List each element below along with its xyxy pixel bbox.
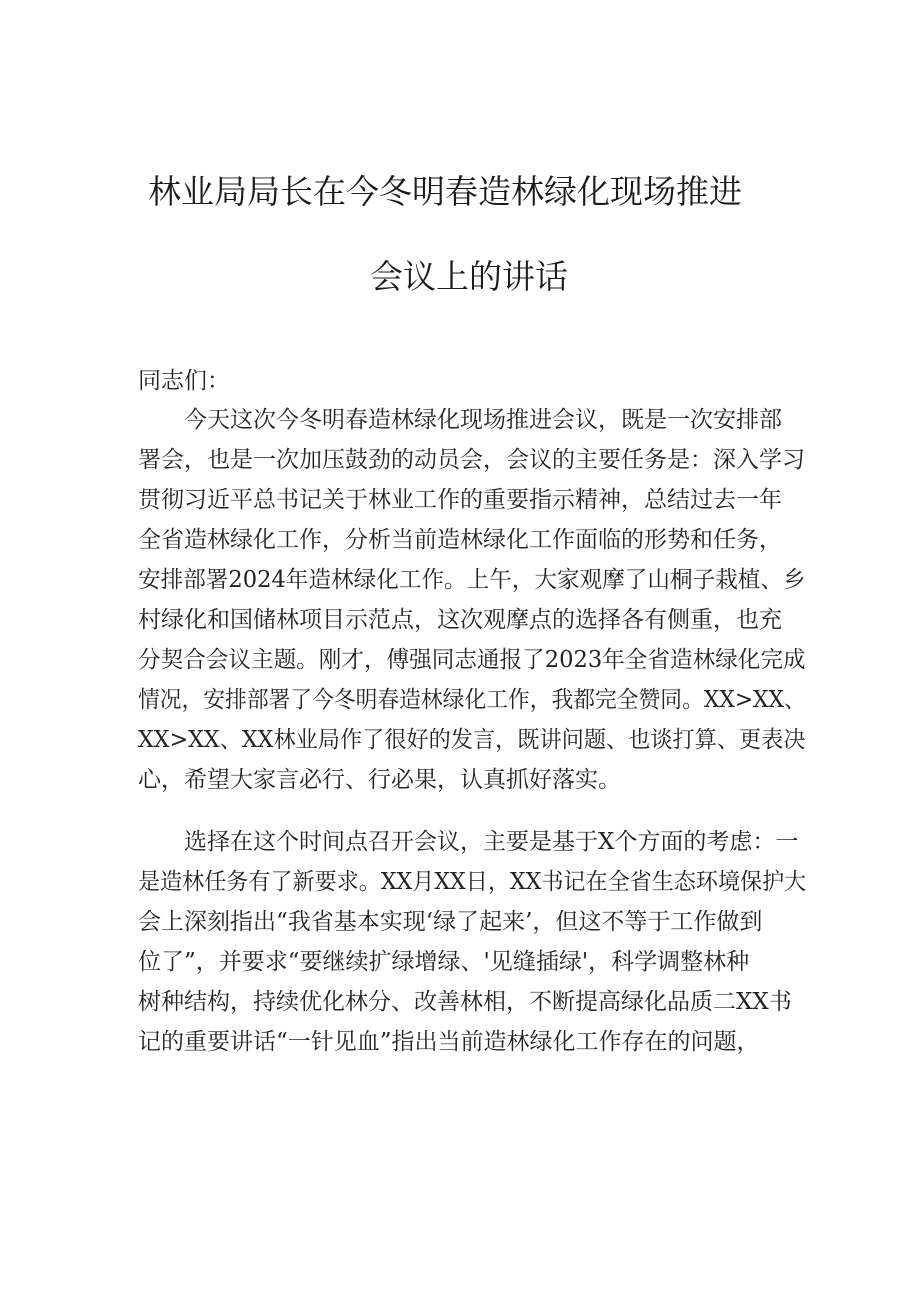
body-line: 安排部署2024年造林绿化工作。上午，大家观摩了山桐子栽植、乡 bbox=[138, 567, 806, 593]
body-line: 心，希望大家言必行、行必果，认真抓好落实。 bbox=[138, 767, 621, 793]
body-line: 情况，安排部署了今冬明春造林绿化工作，我都完全赞同。XX>XX、 bbox=[138, 687, 806, 713]
body-line: XX>XX、XX林业局作了很好的发言，既讲问题、也谈打算、更表决 bbox=[138, 727, 806, 753]
body-line: 会上深刻指出“我省基本实现‘绿了起来’，但这不等于工作做到 bbox=[138, 909, 763, 935]
body-line: 树种结构，持续优化林分、改善林相，不断提高绿化品质二XX书 bbox=[138, 989, 792, 1015]
body-line: 贯彻习近平总书记关于林业工作的重要指示精神，总结过去一年 bbox=[138, 487, 782, 513]
body-line: 村绿化和国储林项目示范点，这次观摩点的选择各有侧重，也充 bbox=[138, 607, 782, 633]
body-line: 位了”，并要求“要继续扩绿增绿、'见缝插绿'，科学调整林种 bbox=[138, 949, 750, 975]
body-line: 全省造林绿化工作，分析当前造林绿化工作面临的形势和任务， bbox=[138, 527, 782, 553]
document-title-line-2: 会议上的讲话 bbox=[370, 257, 568, 296]
body-line: 今天这次今冬明春造林绿化现场推进会议，既是一次安排部 bbox=[184, 407, 782, 433]
body-line: 是造林任务有了新要求。XX月XX日，XX书记在全省生态环境保护大 bbox=[138, 869, 807, 895]
body-line: 选择在这个时间点召开会议，主要是基于X个方面的考虑：一 bbox=[184, 829, 799, 855]
salutation: 同志们： bbox=[138, 368, 230, 394]
body-line: 分契合会议主题。刚才，傅强同志通报了2023年全省造林绿化完成 bbox=[138, 647, 806, 673]
body-line: 记的重要讲话“一针见血”指出当前造林绿化工作存在的问题， bbox=[138, 1029, 760, 1055]
body-line: 署会，也是一次加压鼓劲的动员会，会议的主要任务是：深入学习 bbox=[138, 447, 805, 473]
document-title-line-1: 林业局局长在今冬明春造林绿化现场推进 bbox=[148, 172, 742, 211]
